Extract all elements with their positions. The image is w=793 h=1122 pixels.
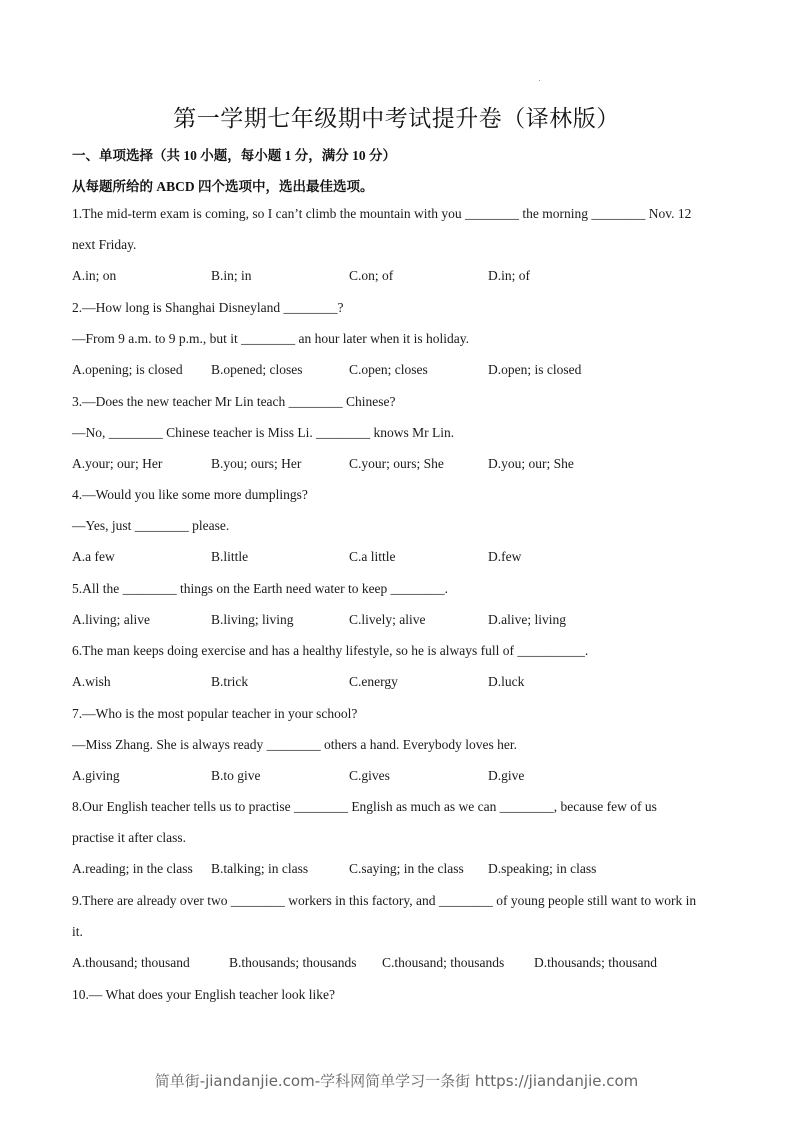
option-d: D.give — [488, 768, 525, 783]
section-heading: 一、单项选择（共 10 小题，每小题 1 分，满分 10 分） — [72, 148, 396, 163]
question-3-line-1: 3.—Does the new teacher Mr Lin teach ________ Chinese? — [72, 394, 396, 409]
option-d: D.few — [488, 549, 522, 564]
option-b: B.thousands; thousands — [229, 955, 357, 970]
option-a: A.giving — [72, 768, 120, 783]
scan-speck — [539, 80, 540, 81]
question-8-line-1: 8.Our English teacher tells us to practise ________ English as much as we can ________, because few of us — [72, 799, 657, 814]
option-a: A.your; our; Her — [72, 456, 163, 471]
option-a: A.living; alive — [72, 612, 150, 627]
option-c: C.your; ours; She — [349, 456, 444, 471]
question-7-line-2: —Miss Zhang. She is always ready ________ others a hand. Everybody loves her. — [72, 737, 518, 752]
option-b: B.in; in — [211, 268, 252, 283]
option-c: C.lively; alive — [349, 612, 426, 627]
option-c: C.open; closes — [349, 362, 428, 377]
option-c: C.saying; in the class — [349, 861, 464, 876]
option-b: B.living; living — [211, 612, 294, 627]
option-d: D.thousands; thousand — [534, 955, 657, 970]
section-instruction: 从每题所给的 ABCD 四个选项中，选出最佳选项。 — [72, 179, 374, 194]
footer-watermark: 简单街-jiandanjie.com-学科网简单学习一条街 https://jiandanjie.com — [154, 1072, 639, 1090]
question-9-line-1: 9.There are already over two ________ workers in this factory, and ________ of young people still want to work in — [72, 893, 697, 908]
option-a: A.thousand; thousand — [72, 955, 190, 970]
question-10-line-1: 10.— What does your English teacher look like? — [72, 987, 335, 1002]
question-1-line-1: 1.The mid-term exam is coming, so I can’t climb the mountain with you ________ the morning ________ Nov. 12 — [72, 206, 692, 221]
option-b: B.little — [211, 549, 249, 564]
question-4-line-1: 4.—Would you like some more dumplings? — [72, 487, 308, 502]
page-title: 第一学期七年级期中考试提升卷（译林版） — [173, 106, 620, 132]
option-a: A.opening; is closed — [72, 362, 183, 377]
question-2-line-1: 2.—How long is Shanghai Disneyland ________? — [72, 300, 344, 315]
option-a: A.in; on — [72, 268, 117, 283]
question-2-line-2: —From 9 a.m. to 9 p.m., but it ________ an hour later when it is holiday. — [72, 331, 469, 346]
option-b: B.trick — [211, 674, 249, 689]
option-c: C.thousand; thousands — [382, 955, 505, 970]
question-1-line-2: next Friday. — [72, 237, 137, 252]
option-a: A.wish — [72, 674, 111, 689]
question-8-line-2: practise it after class. — [72, 830, 186, 845]
option-b: B.you; ours; Her — [211, 456, 302, 471]
question-4-line-2: —Yes, just ________ please. — [72, 518, 230, 533]
option-d: D.speaking; in class — [488, 861, 597, 876]
option-b: B.opened; closes — [211, 362, 303, 377]
option-b: B.talking; in class — [211, 861, 309, 876]
option-c: C.a little — [349, 549, 396, 564]
question-9-line-2: it. — [72, 924, 83, 939]
option-a: A.reading; in the class — [72, 861, 193, 876]
option-d: D.open; is closed — [488, 362, 582, 377]
option-b: B.to give — [211, 768, 261, 783]
question-3-line-2: —No, ________ Chinese teacher is Miss Li. ________ knows Mr Lin. — [72, 425, 455, 440]
option-a: A.a few — [72, 549, 115, 564]
option-c: C.gives — [349, 768, 390, 783]
question-5-line-1: 5.All the ________ things on the Earth need water to keep ________. — [72, 581, 449, 596]
option-d: D.you; our; She — [488, 456, 574, 471]
question-6-line-1: 6.The man keeps doing exercise and has a healthy lifestyle, so he is always full of __________. — [72, 643, 589, 658]
question-7-line-1: 7.—Who is the most popular teacher in your school? — [72, 706, 358, 721]
option-d: D.luck — [488, 674, 525, 689]
option-c: C.on; of — [349, 268, 394, 283]
option-d: D.alive; living — [488, 612, 566, 627]
option-d: D.in; of — [488, 268, 530, 283]
option-c: C.energy — [349, 674, 398, 689]
